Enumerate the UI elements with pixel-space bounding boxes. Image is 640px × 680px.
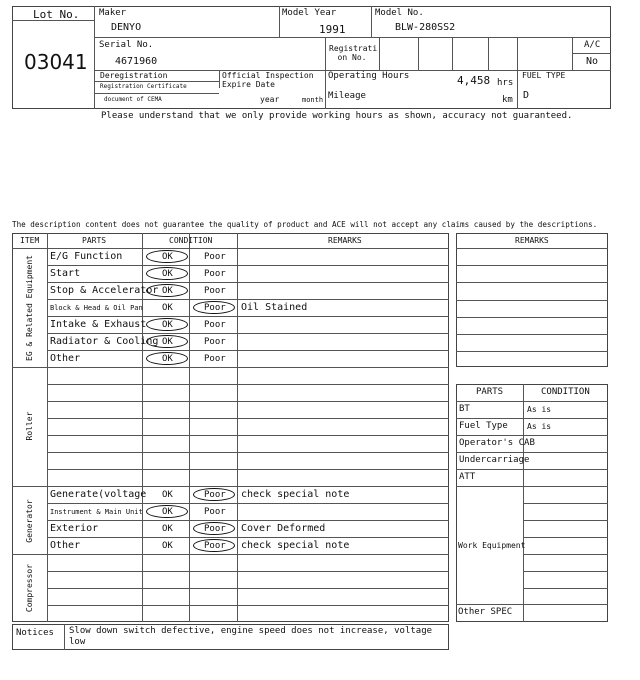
condition-poor: Poor: [204, 524, 226, 534]
row-line: [456, 469, 608, 470]
condition-ok: OK: [162, 269, 173, 279]
eg-part-label: Block & Head & Oil Pan: [50, 304, 143, 312]
condition-poor: Poor: [204, 541, 226, 551]
right-part-label: Operator's CAB: [459, 438, 535, 448]
ok-circle-mark: [146, 250, 188, 263]
row-line: [47, 299, 449, 300]
maker-value: DENYO: [111, 22, 142, 33]
accuracy-note: Please understand that we only provide working hours as shown, accuracy not guaranteed.: [101, 111, 573, 121]
fuel-type-value: D: [523, 90, 530, 101]
gen-remark: Cover Deformed: [241, 523, 326, 534]
gen-remark: check special note: [241, 489, 350, 500]
row-line: [47, 435, 449, 436]
serial-value: 4671960: [115, 56, 158, 67]
condition-header: CONDITION: [169, 236, 213, 245]
row-line: [47, 605, 449, 606]
row-line: [47, 316, 449, 317]
right-part-label: Undercarriage: [459, 455, 530, 465]
remarks-header: REMARKS: [328, 236, 362, 245]
condition-poor: Poor: [204, 320, 226, 330]
condition-poor: Poor: [204, 337, 226, 347]
row-line: [523, 571, 608, 572]
row-line: [523, 520, 608, 521]
condition-ok: OK: [162, 286, 173, 296]
row-line: [47, 384, 449, 385]
model-year-label: Model Year: [282, 8, 337, 18]
row-line: [47, 401, 449, 402]
row-line: [523, 554, 608, 555]
row-line: [456, 300, 608, 301]
row-line: [47, 282, 449, 283]
right-condition-value: As is: [527, 405, 552, 414]
row-line: [47, 469, 449, 470]
condition-poor: Poor: [204, 490, 226, 500]
eg-part-label: Intake & Exhaust: [50, 319, 147, 330]
row-line: [47, 350, 449, 351]
row-line: [47, 265, 449, 266]
eg-part-label: Start: [50, 268, 81, 279]
row-line: [523, 503, 608, 504]
row-line: [456, 334, 608, 335]
disclaimer: The description content does not guarantee the quality of product and ACE will not accept any claims caused by the descriptions.: [12, 220, 598, 229]
condition-ok: OK: [162, 507, 173, 517]
section-eg: EG & Related Equipment: [25, 255, 34, 361]
poor-circle-mark: [193, 488, 235, 501]
condition-poor: Poor: [204, 269, 226, 279]
row-line: [456, 604, 608, 605]
condition-ok: OK: [162, 524, 173, 534]
row-line: [47, 333, 449, 334]
expire-date-label: Expire Date: [222, 80, 275, 89]
parts-header: PARTS: [82, 236, 107, 245]
condition-poor: Poor: [204, 303, 226, 313]
notices-line-1: Slow down switch defective, engine speed does not increase, voltage: [69, 626, 433, 636]
ok-circle-mark: [146, 267, 188, 280]
gen-part-label: Other: [50, 540, 81, 551]
row-line: [47, 588, 449, 589]
row-line: [456, 452, 608, 453]
row-line: [456, 486, 608, 487]
right-part-label: Fuel Type: [459, 421, 508, 431]
condition-ok: OK: [162, 490, 173, 500]
row-line: [456, 282, 608, 283]
registration-label: Registrati on No.: [329, 44, 378, 62]
serial-label: Serial No.: [99, 40, 154, 50]
work-equipment-label: Work Equipment: [458, 541, 526, 550]
row-line: [456, 317, 608, 318]
condition-ok: OK: [162, 320, 173, 330]
row-line: [47, 537, 449, 538]
model-no-value: BLW-280SS2: [395, 22, 456, 33]
model-no-label: Model No.: [375, 8, 424, 18]
gen-part-label: Instrument & Main Unit: [50, 508, 143, 516]
ok-circle-mark: [146, 352, 188, 365]
row-line: [456, 435, 608, 436]
operating-hours-value: 4,458: [457, 74, 491, 87]
year-label: year: [260, 95, 280, 104]
item-header: ITEM: [20, 236, 40, 245]
ok-circle-mark: [146, 318, 188, 331]
gen-part-label: Exterior: [50, 523, 99, 534]
ac-label: A/C: [584, 40, 601, 50]
right-remarks-header: REMARKS: [515, 236, 549, 245]
row-line: [523, 588, 608, 589]
row-line: [47, 571, 449, 572]
condition-ok: OK: [162, 252, 173, 262]
row-line: [456, 265, 608, 266]
registration-certificate-label: Registration Certificate: [100, 83, 187, 90]
ok-circle-mark: [146, 335, 188, 348]
inspection-label: Official Inspection: [222, 71, 314, 80]
row-line: [47, 452, 449, 453]
gen-remark: check special note: [241, 540, 350, 551]
gen-part-label: Generate(voltage: [50, 489, 147, 500]
condition-ok: OK: [162, 354, 173, 364]
right-parts-header: PARTS: [476, 387, 504, 397]
poor-circle-mark: [193, 539, 235, 552]
row-line: [456, 351, 608, 352]
notices-label: Notices: [16, 628, 54, 638]
section-generator: Generator: [25, 499, 34, 543]
ok-circle-mark: [146, 505, 188, 518]
km-unit: km: [502, 95, 513, 105]
deregistration-label: Deregistration: [100, 71, 168, 80]
right-part-label: ATT: [459, 472, 476, 482]
ac-value: No: [586, 56, 599, 67]
poor-circle-mark: [193, 522, 235, 535]
lot-label: Lot No.: [33, 8, 80, 21]
month-label: month: [302, 96, 324, 104]
notices-line-2: low: [69, 637, 86, 647]
mileage-label: Mileage: [328, 91, 366, 101]
other-spec-label: Other SPEC: [458, 607, 513, 617]
section-roller: Roller: [25, 411, 34, 441]
right-part-label: BT: [459, 404, 470, 414]
condition-poor: Poor: [204, 507, 226, 517]
maker-label: Maker: [99, 8, 127, 18]
condition-ok: OK: [162, 337, 173, 347]
row-line: [456, 418, 608, 419]
right-condition-header: CONDITION: [541, 387, 590, 397]
hrs-unit: hrs: [497, 78, 514, 88]
condition-ok: OK: [162, 541, 173, 551]
model-year-value: 1991: [319, 23, 346, 36]
eg-part-label: Radiator & Cooling: [50, 336, 159, 347]
eg-remark: Oil Stained: [241, 302, 308, 313]
eg-part-label: E/G Function: [50, 251, 123, 262]
row-line: [47, 520, 449, 521]
lot-number: 03041: [24, 50, 88, 74]
row-line: [47, 418, 449, 419]
cema-label: document of CEMA: [104, 96, 162, 103]
condition-poor: Poor: [204, 354, 226, 364]
condition-ok: OK: [162, 303, 173, 313]
eg-part-label: Other: [50, 353, 81, 364]
section-compressor: Compressor: [25, 563, 34, 613]
right-condition-value: As is: [527, 422, 552, 431]
condition-poor: Poor: [204, 286, 226, 296]
row-line: [523, 537, 608, 538]
ok-circle-mark: [146, 284, 188, 297]
condition-poor: Poor: [204, 252, 226, 262]
fuel-type-label: FUEL TYPE: [522, 71, 566, 80]
eg-part-label: Stop & Accelerator: [50, 285, 159, 296]
row-line: [47, 503, 449, 504]
operating-hours-label: Operating Hours: [328, 71, 410, 81]
poor-circle-mark: [193, 301, 235, 314]
